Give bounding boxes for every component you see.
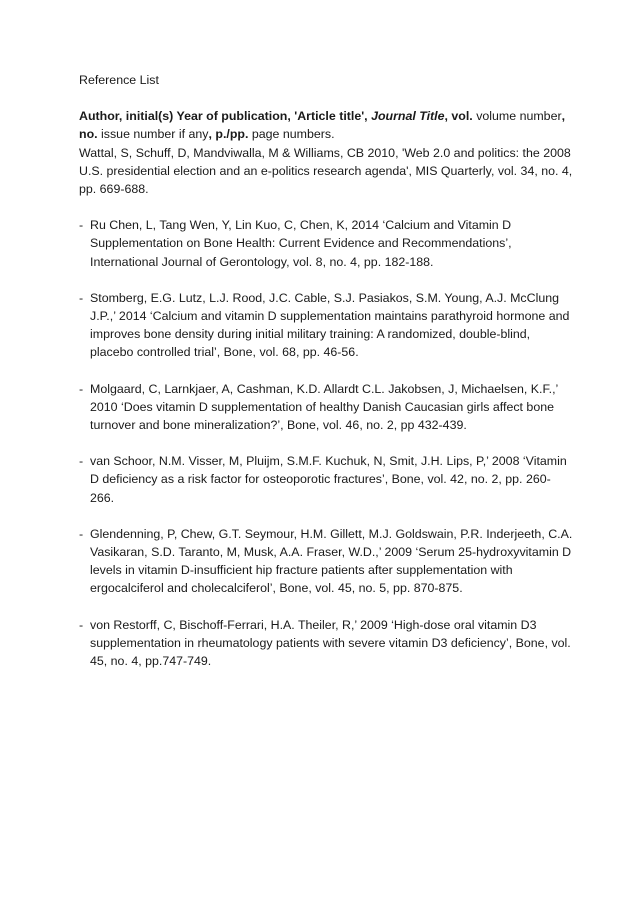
reference-item xyxy=(79,452,574,507)
reference-text: Ru Chen, L, Tang Wen, Y, Lin Kuo, C, Chen, K, 2014 ‘Calcium and Vitamin D Supplementation on Bone Health: Current Evidence and Recommendations’, International Journal of Gerontology, vol. 8, no. 4, pp. 182-188. xyxy=(90,218,512,269)
example-authors-title: Wattal, S, Schuff, D, Mandviwalla, M & Williams, CB 2010, 'Web 2.0 and politics: the 2008 U.S. presidential election and an e-politics research agenda', xyxy=(79,145,571,178)
format-page-numbers: page numbers. xyxy=(248,127,335,142)
reference-item xyxy=(79,216,574,271)
reference-list-heading: Reference List xyxy=(79,73,159,87)
format-no: , no. xyxy=(79,109,566,142)
bullet-dash: - xyxy=(79,290,84,305)
format-journal-title: Journal Title xyxy=(371,109,445,124)
reference-format-template xyxy=(79,107,574,143)
example-details: , vol. 34, no. 4, pp. 669-688. xyxy=(79,163,573,197)
reference-text: Glendenning, P, Chew, G.T. Seymour, H.M. Gillett, M.J. Goldswain, P.R. Inderjeeth, C.A. Vasikaran, S.D. Taranto, M, Musk, A.A. Fraser, W.D.,’ 2009 ‘Serum 25-hydroxyvitamin D levels in vitamin D-insufficient hip fracture patients after supplementation with ergocalciferol and cholecalciferol’, Bone, vol. 45, no. 5, pp. 870-875. xyxy=(90,526,573,596)
reference-item xyxy=(79,380,574,435)
bullet-dash: - xyxy=(79,218,84,233)
reference-text: van Schoor, N.M. Visser, M, Pluijm, S.M.F. Kuchuk, N, Smit, J.H. Lips, P,’ 2008 ‘Vitamin D deficiency as a risk factor for osteoporotic fractures’, Bone, vol. 42, no. 2, pp. 260-266. xyxy=(90,454,567,505)
format-author-title: Author, initial(s) Year of publication, 'Article title', xyxy=(79,109,372,124)
reference-text: von Restorff, C, Bischoff-Ferrari, H.A. Theiler, R,’ 2009 ‘High-dose oral vitamin D3 supplementation in rheumatology patients with severe vitamin D3 deficiency’, Bone, vol. 45, no. 4, pp.747-749. xyxy=(90,617,571,669)
bullet-dash: - xyxy=(79,617,84,632)
bullet-dash: - xyxy=(79,454,84,469)
format-vol: , vol. xyxy=(444,109,473,124)
reference-list xyxy=(79,216,574,670)
reference-text: Molgaard, C, Larnkjaer, A, Cashman, K.D. Allardt C.L. Jakobsen, J, Michaelsen, K.F.,’ 2010 ‘Does vitamin D supplementation of healthy Danish Caucasian girls affect bone turnover and bone mineralization?’, Bone, vol. 46, no. 2, pp 432-439. xyxy=(90,381,558,433)
document-body xyxy=(79,71,574,688)
format-volume-number: volume number xyxy=(472,109,562,124)
format-issue-number: issue number if any xyxy=(97,127,209,142)
reference-item xyxy=(79,525,574,598)
reference-text: Stomberg, E.G. Lutz, L.J. Rood, J.C. Cable, S.J. Pasiakos, S.M. Young, A.J. McClung J.P.,’ 2014 ‘Calcium and vitamin D supplementation maintains parathyroid hormone and improves bone density during initial military training: A randomized, double-blind, placebo controlled trial’, Bone, vol. 68, pp. 46-56. xyxy=(90,290,570,360)
reference-item xyxy=(79,616,574,671)
bullet-dash: - xyxy=(79,381,84,396)
format-pages: , p./pp. xyxy=(208,127,249,142)
reference-example xyxy=(79,144,574,199)
reference-item xyxy=(79,289,574,362)
example-journal: MIS Quarterly xyxy=(415,163,491,178)
bullet-dash: - xyxy=(79,526,84,541)
